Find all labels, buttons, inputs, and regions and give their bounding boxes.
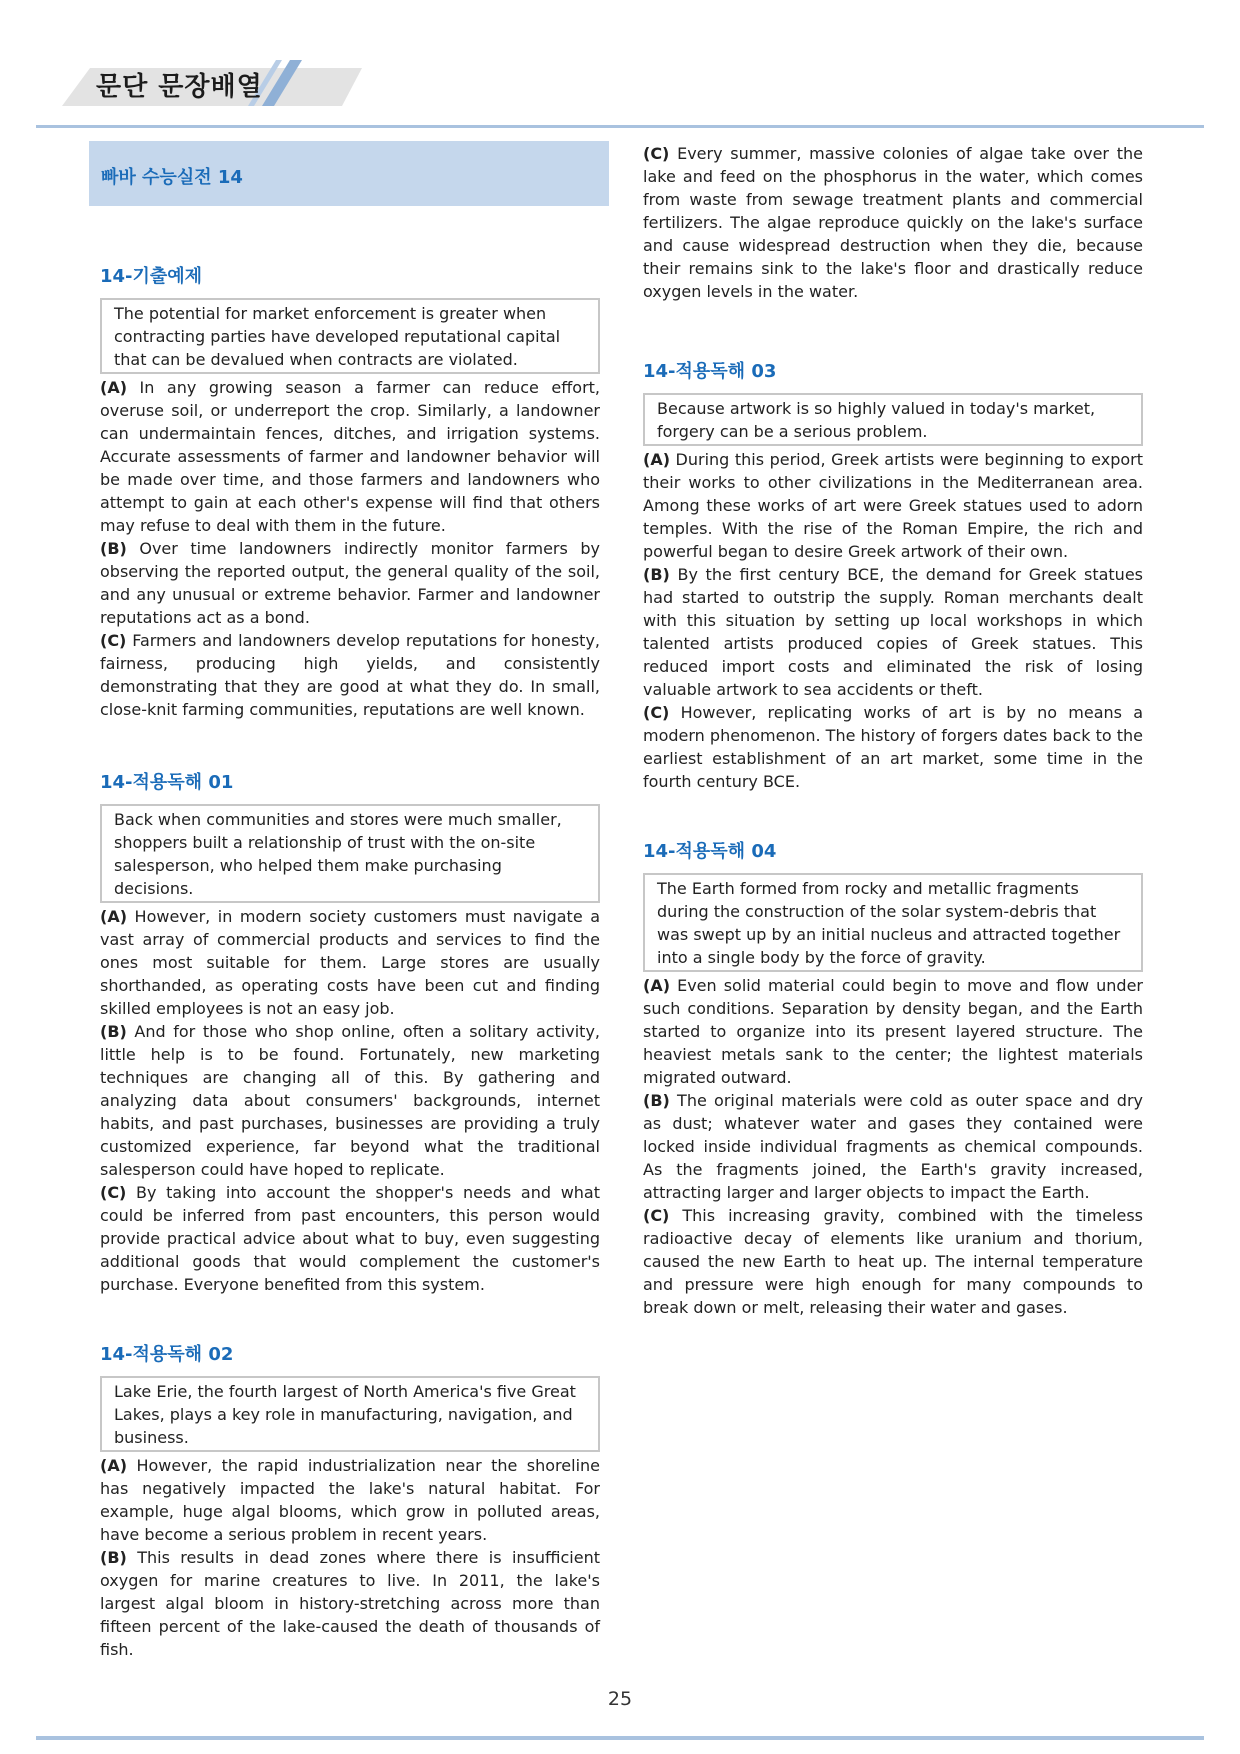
paragraph-label: (A) [643,976,671,995]
paragraph-text: However, the rapid industrialization near the shoreline has negatively impacted the lake's natural habitat. For example, huge algal blooms, which grow in polluted areas, have become a serious problem in recent years. [100,1456,600,1544]
paragraph-c [100,1181,600,1296]
paragraph-text: By the first century BCE, the demand for Greek statues had started to outstrip the supply. Roman merchants dealt with this situation by setting up local workshops in which talented artists produced copies of Greek statues. This reduced import costs and eliminated the risk of losing valuable artwork to sea accidents or theft. [643,565,1143,699]
section-heading: 14-적용독해 03 [643,361,777,382]
paragraph-text: This results in dead zones where there is insufficient oxygen for marine creatures to live. In 2011, the lake's largest algal bloom in history-stretching across more than fifteen percent of the lake-caused the death of thousands of fish. [100,1548,600,1659]
section-example [100,262,600,721]
header-banner [62,60,362,106]
paragraph-text: And for those who shop online, often a solitary activity, little help is to be found. Fortunately, new marketing techniques are changing all of this. By gathering and analyzing data about consumers' backgrounds, internet habits, and past purchases, businesses are providing a truly customized experience, far beyond what the traditional salesperson could have hoped to replicate. [100,1022,600,1179]
header-title: 문단 문장배열 [96,72,263,102]
section-03 [643,357,1143,793]
paragraph-label: (C) [100,1183,127,1202]
section-02-continuation [643,142,1143,303]
right-column [643,142,1143,1317]
paragraph-label: (A) [100,907,128,926]
unit-title-box [89,141,609,206]
left-column [100,262,600,1659]
paragraph-text: Over time landowners indirectly monitor farmers by observing the reported output, the general quality of the soil, and any unusual or extreme behavior. Farmer and landowner reputations act as a bond. [100,539,600,627]
paragraph-b [100,1546,600,1661]
section-01 [100,768,600,1296]
paragraph-label: (B) [643,1091,670,1110]
paragraph-a [643,974,1143,1089]
paragraph-text: This increasing gravity, combined with the timeless radioactive decay of elements like uranium and thorium, caused the new Earth to heat up. The internal temperature and pressure were high enough for many compounds to break down or melt, releasing their water and gases. [643,1206,1143,1317]
footer-divider [36,1736,1204,1740]
paragraph-label: (B) [100,1548,127,1567]
section-heading: 14-기출예제 [100,266,203,287]
header-divider [36,125,1204,128]
given-sentence-box: Back when communities and stores were much smaller, shoppers built a relationship of trust with the on-site salesperson, who helped them make purchasing decisions. [100,804,600,903]
paragraph-b [643,1089,1143,1204]
paragraph-text: However, replicating works of art is by no means a modern phenomenon. The history of forgers dates back to the earliest establishment of an art market, some time in the fourth century BCE. [643,703,1143,791]
paragraph-label: (C) [643,1206,670,1225]
section-02 [100,1340,600,1661]
paragraph-text: In any growing season a farmer can reduce effort, overuse soil, or underreport the crop. Similarly, a landowner can undermaintain fences, ditches, and irrigation systems. Accurate assessments of farmer and landowner behavior will be made over time, and those farmers and landowners who attempt to gain at each other's expense will find that others may refuse to deal with them in the future. [100,378,600,535]
section-heading: 14-적용독해 02 [100,1344,234,1365]
paragraph-text: However, in modern society customers must navigate a vast array of commercial products and services to find the ones most suitable for them. Large stores are usually shorthanded, as operating costs have been cut and finding skilled employees is not an easy job. [100,907,600,1018]
unit-title: 빠바 수능실전 14 [101,167,243,188]
paragraph-a [643,448,1143,563]
paragraph-text: The original materials were cold as outer space and dry as dust; whatever water and gases they contained were locked inside individual fragments as chemical compounds. As the fragments joined, the Earth's gravity increased, attracting larger and larger objects to impact the Earth. [643,1091,1143,1202]
paragraph-label: (A) [643,450,671,469]
paragraph-text: Every summer, massive colonies of algae take over the lake and feed on the phosphorus in the water, which comes from waste from sewage treatment plants and commercial fertilizers. The algae reproduce quickly on the lake's surface and cause widespread destruction when they die, because their remains sink to the lake's floor and drastically reduce oxygen levels in the water. [643,144,1143,301]
paragraph-a [100,905,600,1020]
paragraph-label: (B) [643,565,670,584]
paragraph-a [100,376,600,537]
paragraph-text: Farmers and landowners develop reputations for honesty, fairness, producing high yields, and consistently demonstrating that they are good at what they do. In small, close-knit farming communities, reputations are well known. [100,631,600,719]
paragraph-c [643,1204,1143,1319]
paragraph-label: (C) [643,144,670,163]
paragraph-label: (B) [100,539,127,558]
paragraph-text: During this period, Greek artists were beginning to export their works to other civilizations in the Mediterranean area. Among these works of art were Greek statues used to adorn temples. With the rise of the Roman Empire, the rich and powerful began to desire Greek artwork of their own. [643,450,1143,561]
section-heading: 14-적용독해 01 [100,772,234,793]
paragraph-b [100,1020,600,1181]
given-sentence-box: Lake Erie, the fourth largest of North America's five Great Lakes, plays a key role in manufacturing, navigation, and business. [100,1376,600,1452]
given-sentence-box: The potential for market enforcement is greater when contracting parties have developed reputational capital that can be devalued when contracts are violated. [100,298,600,374]
paragraph-a [100,1454,600,1546]
given-sentence-box: Because artwork is so highly valued in today's market, forgery can be a serious problem. [643,393,1143,446]
paragraph-label: (C) [100,631,127,650]
paragraph-b [643,563,1143,701]
paragraph-label: (C) [643,703,670,722]
section-04 [643,837,1143,1319]
paragraph-label: (B) [100,1022,127,1041]
paragraph-label: (A) [100,1456,128,1475]
given-sentence-box: The Earth formed from rocky and metallic fragments during the construction of the solar system-debris that was swept up by an initial nucleus and attracted together into a single body by the force of gravity. [643,873,1143,972]
section-heading: 14-적용독해 04 [643,841,777,862]
paragraph-c [643,142,1143,303]
paragraph-c [643,701,1143,793]
paragraph-text: By taking into account the shopper's needs and what could be inferred from past encounters, this person would provide practical advice about what to buy, even suggesting additional goods that would complement the customer's purchase. Everyone benefited from this system. [100,1183,600,1294]
page-number: 25 [607,1688,633,1710]
paragraph-b [100,537,600,629]
paragraph-label: (A) [100,378,128,397]
paragraph-c [100,629,600,721]
paragraph-text: Even solid material could begin to move and flow under such conditions. Separation by density began, and the Earth started to organize into its present layered structure. The heaviest metals sank to the center; the lightest materials migrated outward. [643,976,1143,1087]
